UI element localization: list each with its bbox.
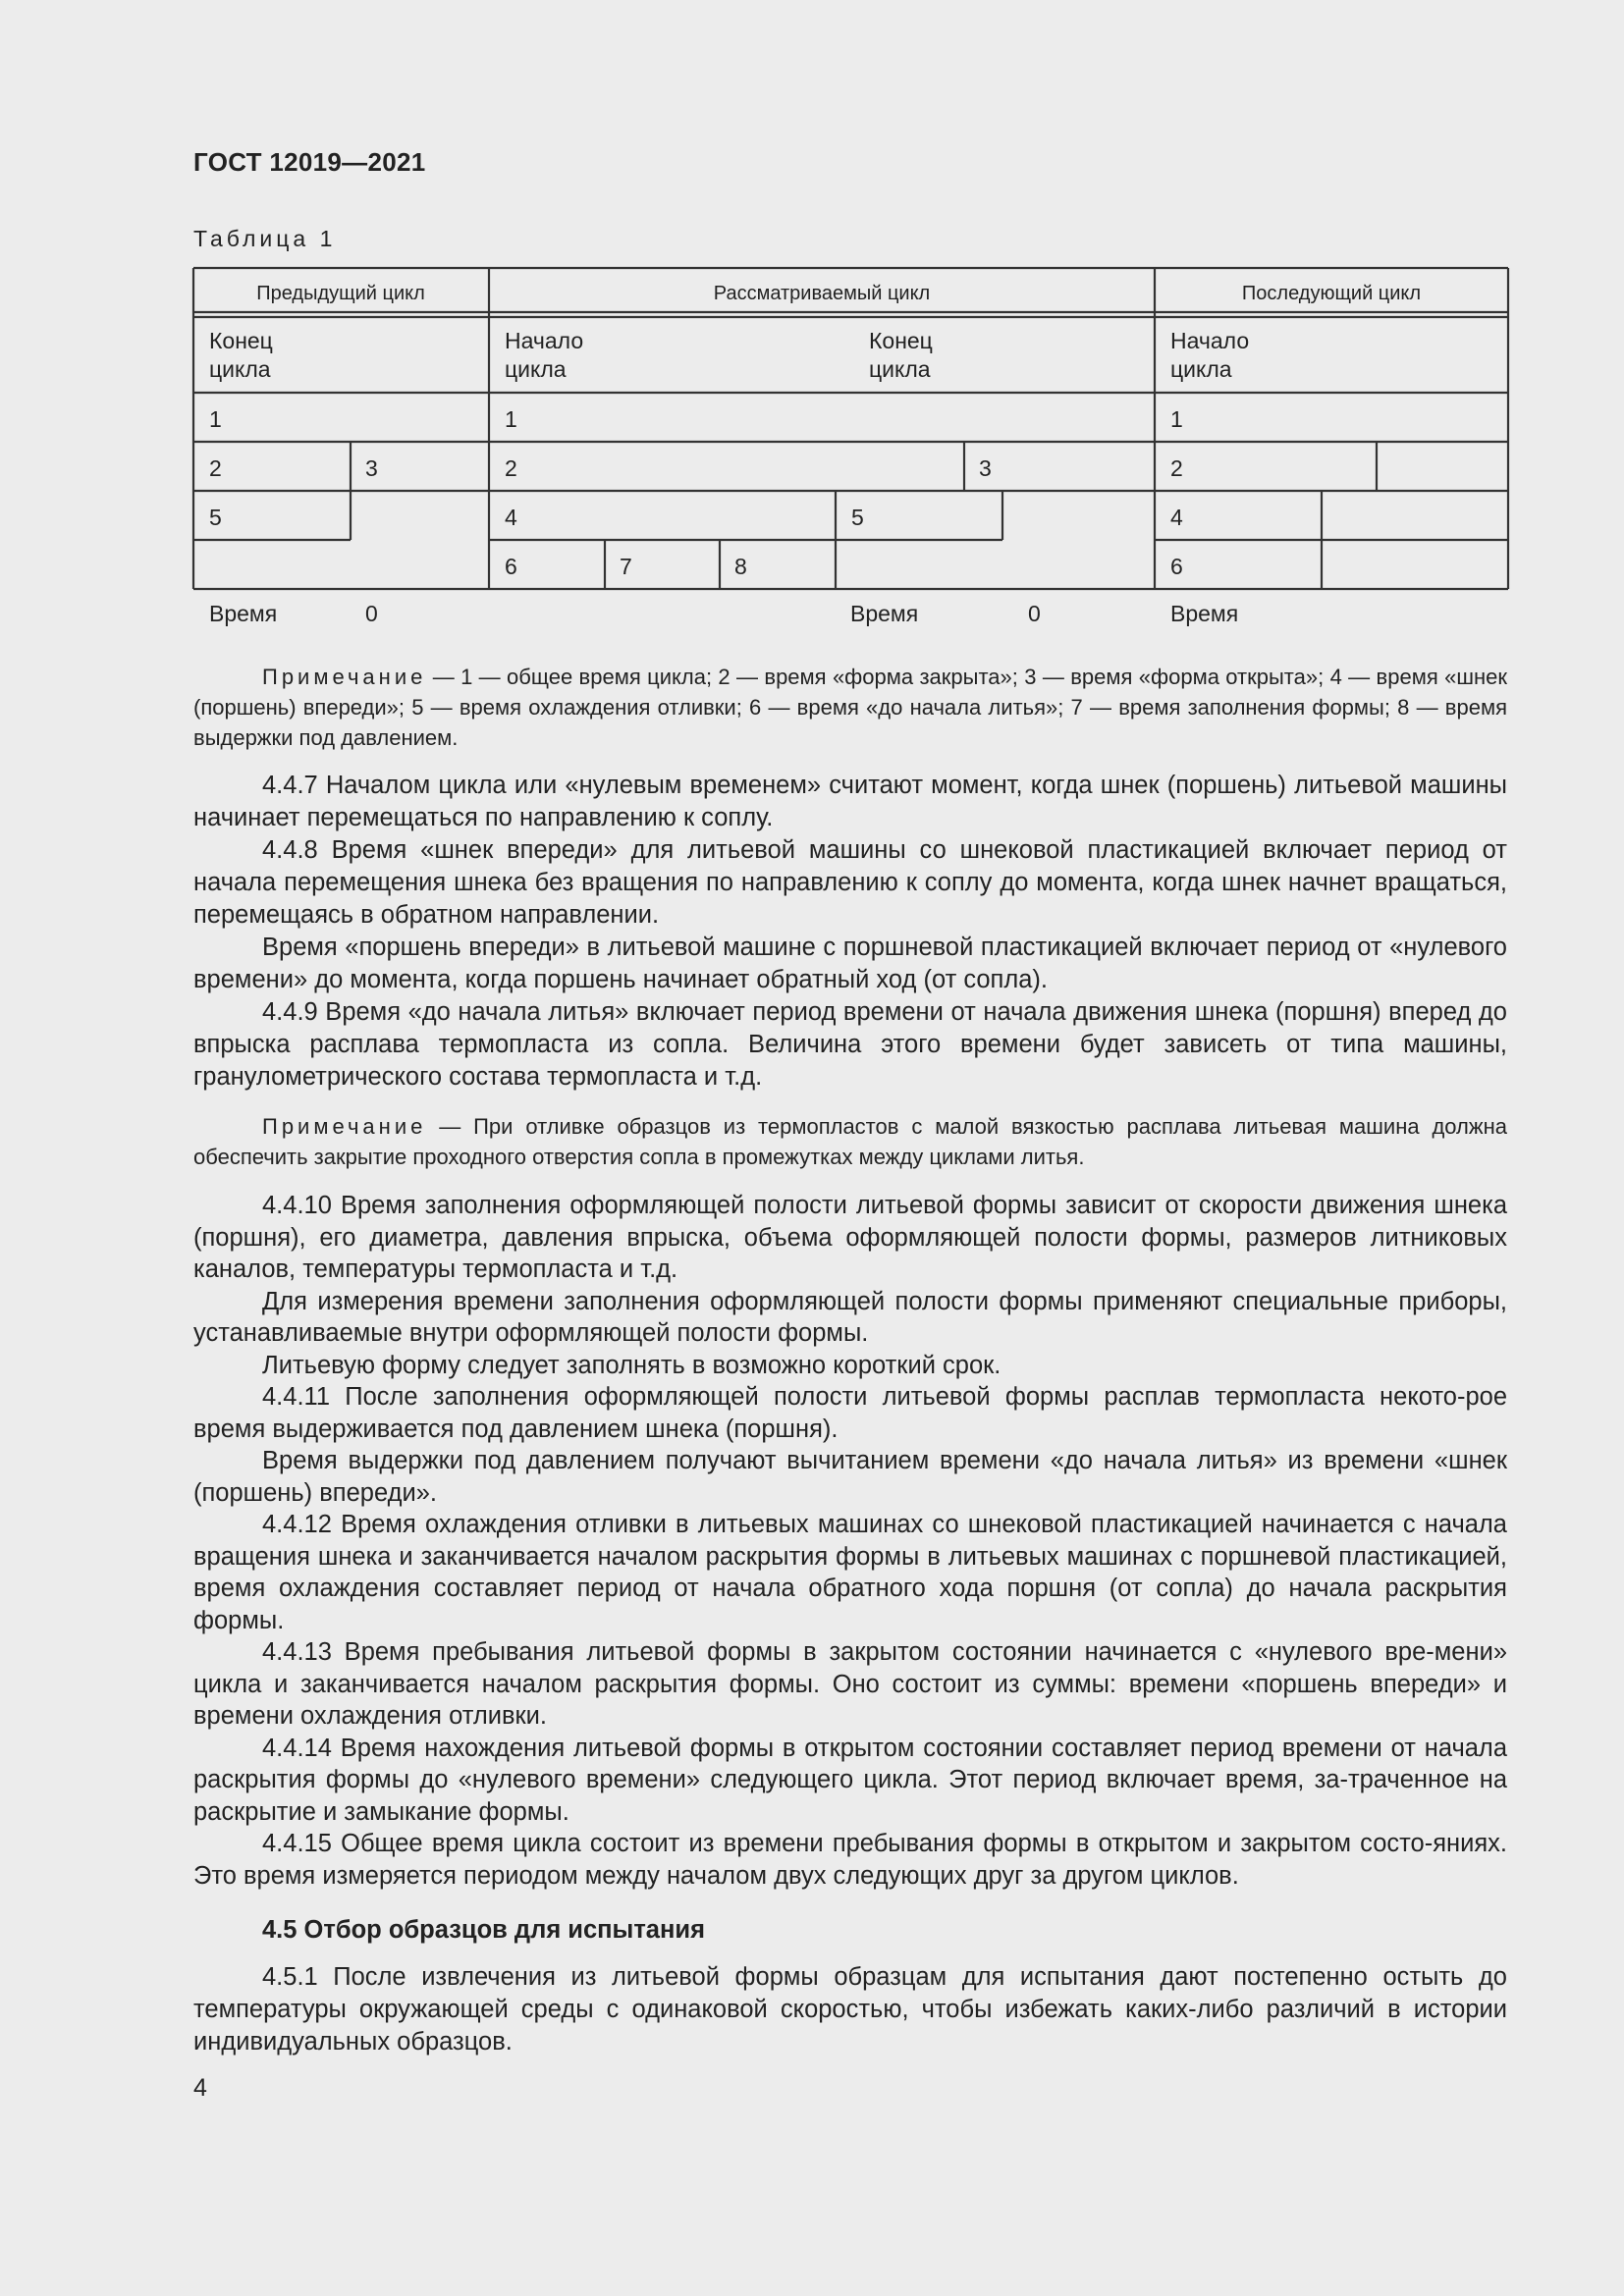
- label-prev-end-line1: Конец: [209, 328, 273, 353]
- section-heading-4-5: 4.5 Отбор образцов для испытания: [262, 1916, 705, 1944]
- paragraph-4-4-9: 4.4.9 Время «до начала литья» включает период времени от начала движения шнека (поршня) вперед до впрыска расплава термопласта из сопла. Величина этого времени будет зависеть от типа машины, гранулометрического состава термопласта и т.д.: [193, 998, 1507, 1091]
- cell-total-next: 1: [1170, 406, 1183, 432]
- header-current-cycle: Рассматриваемый цикл: [713, 283, 931, 304]
- cell-cooling-prev: 5: [209, 505, 222, 530]
- time-label-cur: Время: [850, 601, 919, 626]
- label-cur-end-line2: цикла: [869, 356, 931, 382]
- cell-total-prev: 1: [209, 406, 222, 432]
- nozzle-note: [193, 1111, 1507, 1172]
- body-section-b: [193, 1190, 1507, 1892]
- document-header-title: ГОСТ 12019—2021: [193, 147, 426, 177]
- header-previous-cycle: Предыдущий цикл: [256, 283, 425, 304]
- cell-open-cur: 3: [979, 455, 992, 481]
- label-next-start-line2: цикла: [1170, 356, 1232, 382]
- cell-screw-forward-cur: 4: [505, 505, 517, 530]
- header-next-cycle: Последующий цикл: [1241, 283, 1422, 304]
- table-note-label: Примечание: [262, 665, 427, 689]
- table-caption: Таблица 1: [193, 226, 337, 251]
- cell-closed-prev: 2: [209, 455, 222, 481]
- paragraph-4-4-10: 4.4.10 Время заполнения оформляющей полости литьевой формы зависит от скорости движения шнека (поршня), его диаметра, давления впрыска, объема оформляющей полости формы, размеров литниковых каналов, температуры термопласта и т.д.: [193, 1192, 1507, 1283]
- cell-open-prev: 3: [365, 455, 378, 481]
- paragraph-4-4-7: 4.4.7 Началом цикла или «нулевым временем» считают момент, когда шнек (поршень) литьевой машины начинает перемещаться по направлению к соплу.: [193, 772, 1507, 831]
- paragraph-4-4-8: 4.4.8 Время «шнек впереди» для литьевой машины со шнековой пластикацией включает период от начала перемещения шнека без вращения по направлению к соплу до момента, когда шнек начнет вращаться, перемещаясь в обратном направлении.: [193, 836, 1507, 929]
- cell-total-cur: 1: [505, 406, 517, 432]
- paragraph-4-4-15: 4.4.15 Общее время цикла состоит из времени пребывания формы в открытом и закрытом состо-яниях. Это время измеряется периодом между началом двух следующих друг за другом циклов.: [193, 1830, 1507, 1890]
- paragraph-4-4-13: 4.4.13 Время пребывания литьевой формы в закрытом состоянии начинается с «нулевого вре-мени» цикла и заканчивается началом раскрытия формы. Оно состоит из суммы: времени «поршень впереди» и времени охлаждения отливки.: [193, 1638, 1507, 1730]
- page-number: 4: [193, 2074, 207, 2102]
- label-cur-end-line1: Конец: [869, 328, 933, 353]
- cell-before-injection-cur: 6: [505, 554, 517, 579]
- time-zero-next: 0: [1028, 601, 1041, 626]
- label-prev-end-line2: цикла: [209, 356, 271, 382]
- body-section-a: [193, 770, 1507, 1094]
- nozzle-note-label: Примечание: [262, 1114, 427, 1139]
- label-next-start-line1: Начало: [1170, 328, 1250, 353]
- paragraph-fill-quickly: Литьевую форму следует заполнять в возможно короткий срок.: [262, 1351, 1001, 1379]
- time-label-prev: Время: [209, 601, 278, 626]
- paragraph-4-4-11: 4.4.11 После заполнения оформляющей полости литьевой формы расплав термопласта некото-рое время выдерживается под давлением шнека (поршня).: [193, 1383, 1507, 1443]
- paragraph-4-5-1: 4.5.1 После извлечения из литьевой формы образцам для испытания дают постепенно остыть до температуры окружающей среды с одинаковой скоростью, чтобы избежать каких-либо различий в истории индивидуальных образцов.: [193, 1963, 1507, 2056]
- cell-before-injection-next: 6: [1170, 554, 1183, 579]
- table-note: [193, 662, 1507, 753]
- cell-holding-cur: 8: [734, 554, 747, 579]
- cell-filling-cur: 7: [620, 554, 632, 579]
- paragraph-4-4-14: 4.4.14 Время нахождения литьевой формы в открытом состоянии составляет период времени от начала раскрытия формы до «нулевого времени» следующего цикла. Этот период включает время, за-траченное на раскрытие и замыкание формы.: [193, 1734, 1507, 1826]
- label-cur-start-line2: цикла: [505, 356, 567, 382]
- table-note-text: — 1 — общее время цикла; 2 — время «форма закрыта»; 3 — время «форма открыта»; 4 — время «шнек (поршень) впереди»; 5 — время охлаждения отливки; 6 — время «до начала литья»; 7 — время заполнения формы; 8 — время выдержки под давлением.: [193, 665, 1507, 750]
- cell-closed-cur: 2: [505, 455, 517, 481]
- label-cur-start-line1: Начало: [505, 328, 584, 353]
- paragraph-holding-time: Время выдержки под давлением получают вычитанием времени «до начала литья» из времени «шнек (поршень) впереди».: [193, 1447, 1507, 1507]
- cell-closed-next: 2: [1170, 455, 1183, 481]
- cell-screw-forward-next: 4: [1170, 505, 1183, 530]
- time-label-next: Время: [1170, 601, 1239, 626]
- paragraph-measurement: Для измерения времени заполнения оформляющей полости формы применяют специальные приборы, устанавливаемые внутри оформляющей полости формы.: [193, 1287, 1507, 1347]
- cycle-time-table: [0, 0, 1624, 648]
- paragraph-4-4-12: 4.4.12 Время охлаждения отливки в литьевых машинах со шнековой пластикацией начинается с начала вращения шнека и заканчивается началом раскрытия формы в литьевых машинах с поршневой пластикацией, время охлаждения составляет период от начала обратного хода поршня (от сопла) до начала раскрытия формы.: [193, 1511, 1507, 1634]
- time-zero-cur: 0: [365, 601, 378, 626]
- cell-cooling-cur: 5: [851, 505, 864, 530]
- nozzle-note-text: — При отливке образцов из термопластов с малой вязкостью расплава литьевая машина должна обеспечить закрытие проходного отверстия сопла в промежутках между циклами литья.: [193, 1114, 1507, 1169]
- paragraph-piston-forward: Время «поршень впереди» в литьевой машине с поршневой пластикацией включает период от «нулевого времени» до момента, когда поршень начинает обратный ход (от сопла).: [193, 934, 1507, 993]
